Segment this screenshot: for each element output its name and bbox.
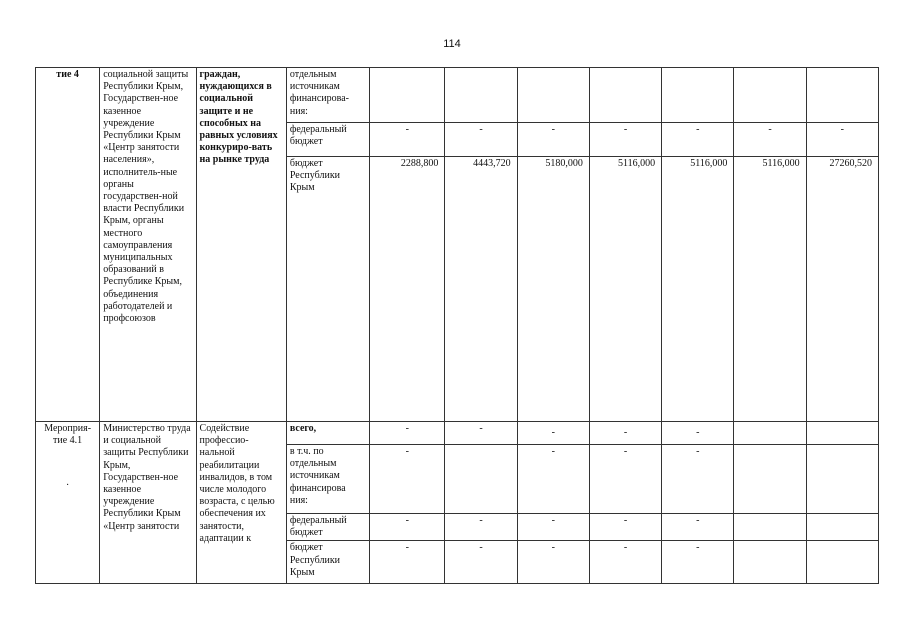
value-cell: - xyxy=(806,123,878,157)
value-cell: - xyxy=(734,123,806,157)
executor-cell: Министерство труда и социальной защиты Республики Крым, Государствен-ное казенное учреждение Республики Крым «Центр занятости xyxy=(100,422,196,584)
value-cell: 5180,000 xyxy=(517,157,589,422)
value-cell: - xyxy=(662,541,734,584)
value-cell: - xyxy=(370,541,445,584)
value-cell: - xyxy=(370,445,445,514)
value-cell: - xyxy=(589,514,661,541)
value-cell: - xyxy=(445,514,517,541)
value-cell: - xyxy=(517,541,589,584)
value-cell: - xyxy=(370,123,445,157)
value-cell: 2288,800 xyxy=(370,157,445,422)
value-cell: - xyxy=(370,422,445,445)
page-number: 114 xyxy=(443,38,461,50)
budget-table xyxy=(35,67,879,584)
value-cell: 5116,000 xyxy=(734,157,806,422)
source-cell: бюджет Республики Крым xyxy=(286,541,369,584)
value-cell: - xyxy=(517,422,589,445)
source-cell: всего, xyxy=(286,422,369,445)
value-cell: - xyxy=(445,422,517,445)
value-cell: 4443,720 xyxy=(445,157,517,422)
value-cell: - xyxy=(517,123,589,157)
event-cell: тие 4 xyxy=(36,68,100,422)
source-cell: бюджет Республики Крым xyxy=(286,157,369,422)
value-cell: 27260,520 xyxy=(806,157,878,422)
value-cell: - xyxy=(589,422,661,445)
value-cell: - xyxy=(662,445,734,514)
goal-cell: Содействие профессио-нальной реабилитации инвалидов, в том числе молодого возраста, с целью обеспечения их занятости, адаптации к xyxy=(196,422,286,584)
value-cell: - xyxy=(589,541,661,584)
value-cell: - xyxy=(662,123,734,157)
value-cell: 5116,000 xyxy=(589,157,661,422)
value-cell: - xyxy=(517,445,589,514)
value-cell: - xyxy=(662,422,734,445)
value-cell: - xyxy=(370,514,445,541)
value-cell: - xyxy=(445,541,517,584)
source-cell: в т.ч. по отдельным источникам финансирова ния: xyxy=(286,445,369,514)
value-cell: - xyxy=(517,514,589,541)
event-cell xyxy=(36,422,100,584)
value-cell: - xyxy=(589,123,661,157)
value-cell: - xyxy=(662,514,734,541)
source-cell: отдельным источникам финансирова-ния: xyxy=(286,68,369,123)
goal-cell: граждан, нуждающихся в социальной защите и не способных на равных условиях конкуриро-вать на рынке труда xyxy=(196,68,286,422)
event-label: Мероприя-тие 4.1 xyxy=(44,423,92,447)
dot-mark: . xyxy=(66,477,69,489)
value-cell: 5116,000 xyxy=(662,157,734,422)
value-cell: - xyxy=(445,123,517,157)
executor-cell: социальной защиты Республики Крым, Государствен-ное казенное учреждение Республики Крым «Центр занятости населения», исполнитель-ные органы государствен-ной власти Республики Крым, органы местного самоуправления муниципальных образований в Республике Крым, объединения работодателей и профсоюзов xyxy=(100,68,196,422)
table-row xyxy=(36,68,879,123)
source-cell: федеральный бюджет xyxy=(286,514,369,541)
source-cell: федеральный бюджет xyxy=(286,123,369,157)
value-cell: - xyxy=(589,445,661,514)
table-row xyxy=(36,422,879,445)
